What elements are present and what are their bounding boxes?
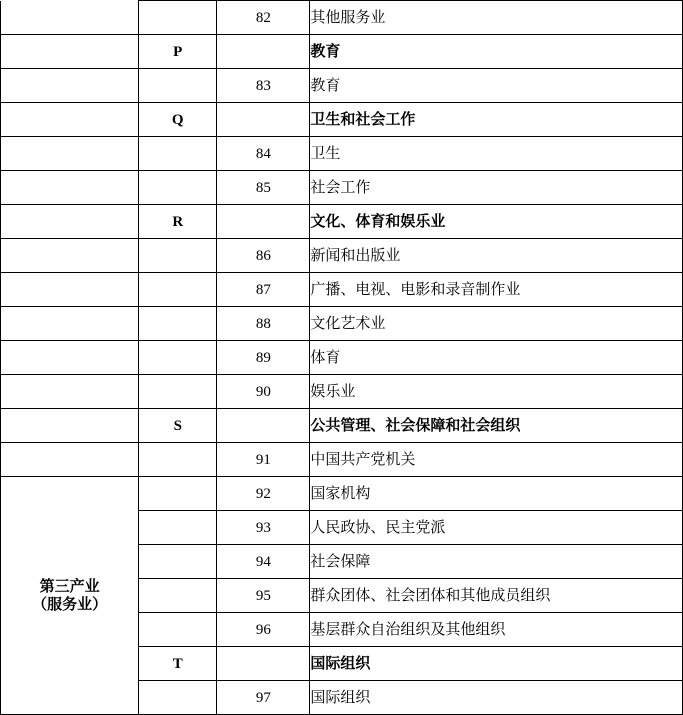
row-letter <box>139 579 217 613</box>
row-name: 教育 <box>310 69 683 103</box>
row-letter: Q <box>139 103 217 137</box>
row-letter <box>139 341 217 375</box>
sector-spacer <box>1 409 139 443</box>
row-name: 娱乐业 <box>310 375 683 409</box>
table-row <box>1 35 683 69</box>
row-name: 社会保障 <box>310 545 683 579</box>
row-code <box>217 647 310 681</box>
sector-spacer <box>1 273 139 307</box>
row-code: 86 <box>217 239 310 273</box>
row-code: 82 <box>217 1 310 35</box>
sector-spacer <box>1 375 139 409</box>
row-code: 88 <box>217 307 310 341</box>
row-name: 公共管理、社会保障和社会组织 <box>310 409 683 443</box>
sector-spacer <box>1 205 139 239</box>
row-code: 94 <box>217 545 310 579</box>
row-name: 文化、体育和娱乐业 <box>310 205 683 239</box>
row-letter: P <box>139 35 217 69</box>
sector-spacer <box>1 69 139 103</box>
row-name: 广播、电视、电影和录音制作业 <box>310 273 683 307</box>
row-letter: T <box>139 647 217 681</box>
table-row <box>1 443 683 477</box>
row-code: 97 <box>217 681 310 715</box>
row-name: 群众团体、社会团体和其他成员组织 <box>310 579 683 613</box>
table-row <box>1 273 683 307</box>
row-name: 卫生 <box>310 137 683 171</box>
sector-label-line2: （服务业） <box>32 596 108 613</box>
table-row <box>1 409 683 443</box>
row-name: 其他服务业 <box>310 1 683 35</box>
table-row <box>1 1 683 35</box>
sector-spacer <box>1 1 139 35</box>
row-letter <box>139 443 217 477</box>
row-letter <box>139 477 217 511</box>
row-letter: R <box>139 205 217 239</box>
row-code: 87 <box>217 273 310 307</box>
table-row <box>1 307 683 341</box>
row-name: 国家机构 <box>310 477 683 511</box>
sector-spacer <box>1 103 139 137</box>
row-letter <box>139 545 217 579</box>
row-code <box>217 409 310 443</box>
row-letter <box>139 137 217 171</box>
row-letter <box>139 511 217 545</box>
row-letter <box>139 681 217 715</box>
row-letter <box>139 69 217 103</box>
sector-spacer <box>1 341 139 375</box>
sector-label-cell <box>1 477 139 715</box>
row-name: 人民政协、民主党派 <box>310 511 683 545</box>
table-row <box>1 341 683 375</box>
table-row <box>1 69 683 103</box>
table-row <box>1 171 683 205</box>
row-code: 85 <box>217 171 310 205</box>
row-code <box>217 35 310 69</box>
row-code: 84 <box>217 137 310 171</box>
row-name: 卫生和社会工作 <box>310 103 683 137</box>
row-name: 教育 <box>310 35 683 69</box>
table-row <box>1 477 683 511</box>
row-code: 83 <box>217 69 310 103</box>
row-code: 90 <box>217 375 310 409</box>
row-name: 国际组织 <box>310 681 683 715</box>
row-code: 96 <box>217 613 310 647</box>
sector-spacer <box>1 443 139 477</box>
row-letter <box>139 375 217 409</box>
row-code: 93 <box>217 511 310 545</box>
row-code: 95 <box>217 579 310 613</box>
row-letter <box>139 1 217 35</box>
table-row <box>1 103 683 137</box>
sector-label-line1: 第三产业 <box>39 578 100 595</box>
row-letter <box>139 307 217 341</box>
row-name: 国际组织 <box>310 647 683 681</box>
table-row <box>1 375 683 409</box>
row-code: 89 <box>217 341 310 375</box>
row-letter <box>139 171 217 205</box>
row-name: 体育 <box>310 341 683 375</box>
sector-spacer <box>1 307 139 341</box>
table-row <box>1 137 683 171</box>
row-name: 基层群众自治组织及其他组织 <box>310 613 683 647</box>
table-row <box>1 239 683 273</box>
row-name: 新闻和出版业 <box>310 239 683 273</box>
row-name: 中国共产党机关 <box>310 443 683 477</box>
table-row <box>1 205 683 239</box>
sector-spacer <box>1 171 139 205</box>
row-code: 92 <box>217 477 310 511</box>
row-letter <box>139 239 217 273</box>
row-code <box>217 205 310 239</box>
sector-spacer <box>1 137 139 171</box>
row-code <box>217 103 310 137</box>
row-name: 社会工作 <box>310 171 683 205</box>
sector-spacer <box>1 239 139 273</box>
sector-spacer <box>1 35 139 69</box>
row-letter: S <box>139 409 217 443</box>
row-name: 文化艺术业 <box>310 307 683 341</box>
row-code: 91 <box>217 443 310 477</box>
row-letter <box>139 613 217 647</box>
table-body <box>1 1 683 715</box>
row-letter <box>139 273 217 307</box>
